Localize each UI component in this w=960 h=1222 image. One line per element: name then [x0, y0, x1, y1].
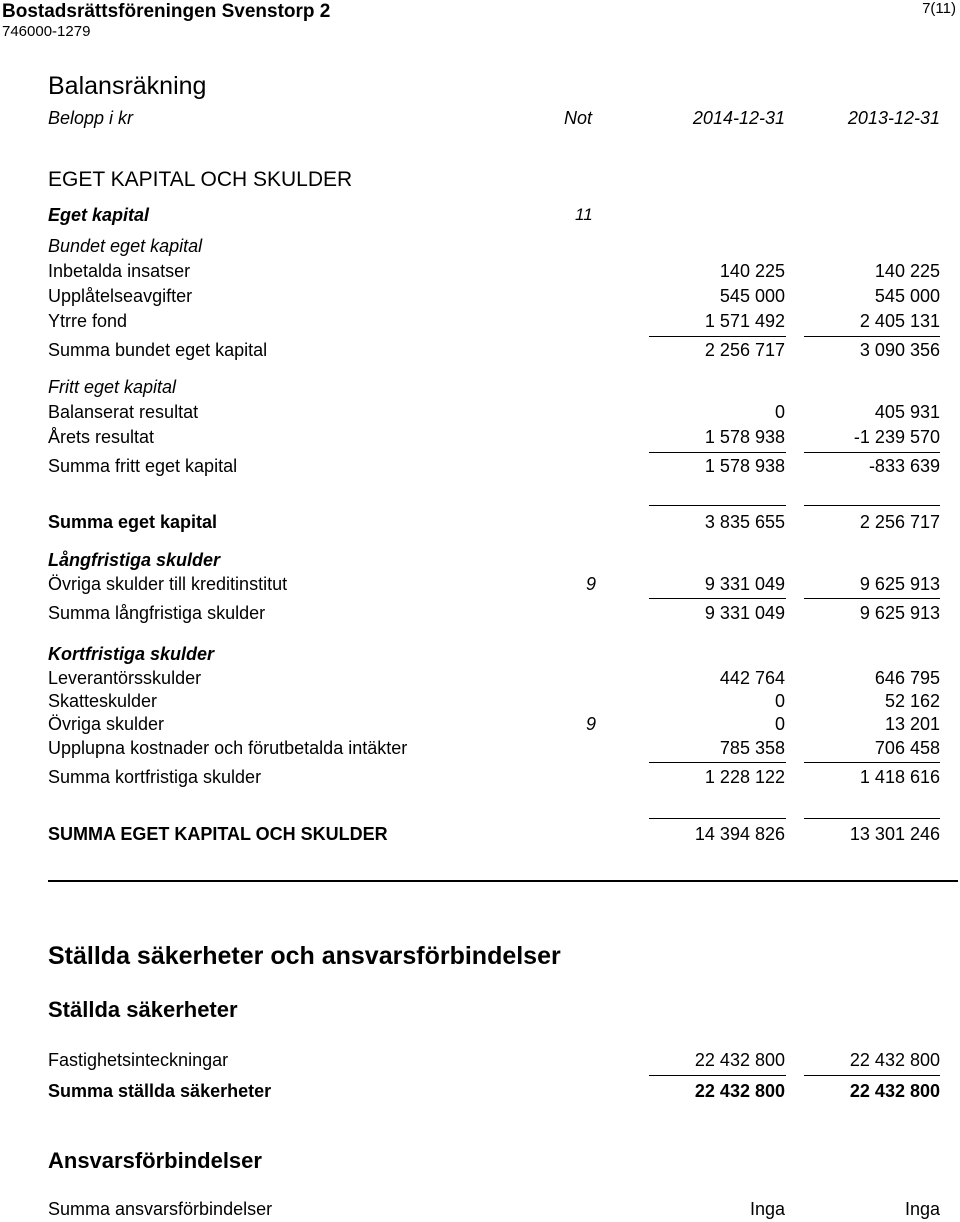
equity-note: 11: [575, 205, 593, 224]
row-label: Årets resultat: [48, 427, 155, 447]
row-value-year1: 3 835 655: [704, 512, 785, 532]
row-value-year1: 22 432 800: [694, 1050, 785, 1070]
contingent-title: Ansvarsförbindelser: [48, 1148, 262, 1173]
table-row: [48, 668, 940, 690]
long-term-heading: [48, 550, 940, 572]
page-number: 7(11): [922, 0, 956, 17]
subtotal-rule: [649, 762, 786, 763]
subtotal-rule: [649, 1075, 786, 1076]
row-value-year2: 405 931: [874, 402, 940, 422]
table-row: [48, 402, 940, 424]
grand-total-rule: [804, 818, 940, 819]
row-value-year2: 9 625 913: [859, 603, 940, 623]
table-row: [48, 1050, 940, 1072]
table-row: [48, 714, 940, 736]
row-label: Upplupna kostnader och förutbetalda intäkter: [48, 738, 408, 758]
row-value-year2: 22 432 800: [849, 1081, 940, 1101]
page-title: Balansräkning: [48, 72, 207, 100]
row-value-year1: 1 228 122: [704, 767, 785, 787]
row-value-year2: 646 795: [874, 668, 940, 688]
row-value-year1: 140 225: [719, 261, 785, 281]
pledged-title: Ställda säkerheter och ansvarsförbindelser: [48, 942, 561, 970]
table-row: [48, 427, 940, 449]
long-term-label: Långfristiga skulder: [48, 550, 221, 570]
subtotal-rule: [804, 452, 940, 453]
row-value-year2: Inga: [904, 1199, 940, 1219]
row-value-year2: 3 090 356: [859, 340, 940, 360]
row-value-year1: 785 358: [719, 738, 785, 758]
subtotal-rule: [649, 598, 786, 599]
row-label: Inbetalda insatser: [48, 261, 191, 281]
row-value-year2: 2 256 717: [859, 512, 940, 532]
row-value-year2: 9 625 913: [859, 574, 940, 594]
column-header-year2: 2013-12-31: [847, 108, 940, 128]
row-value-year2: 22 432 800: [849, 1050, 940, 1070]
row-label: Övriga skulder till kreditinstitut: [48, 574, 288, 594]
row-label: Summa bundet eget kapital: [48, 340, 268, 360]
row-value-year2: -1 239 570: [853, 427, 940, 447]
short-term-heading: [48, 644, 940, 666]
row-note: 9: [586, 714, 597, 734]
row-value-year1: 2 256 717: [704, 340, 785, 360]
row-value-year1: 442 764: [719, 668, 785, 688]
equity-label: Eget kapital: [48, 205, 150, 225]
row-value-year1: 14 394 826: [694, 824, 785, 844]
total-row: [48, 512, 940, 534]
subtotal-rule: [804, 336, 940, 337]
grand-total-rule: [649, 818, 786, 819]
subtotal-rule: [804, 598, 940, 599]
column-header-unit: Belopp i kr: [48, 108, 134, 128]
row-label: Leverantörsskulder: [48, 668, 202, 688]
row-label: Summa ställda säkerheter: [48, 1081, 272, 1101]
row-note: 9: [586, 574, 597, 594]
table-row: [48, 1199, 940, 1221]
securities-title: Ställda säkerheter: [48, 997, 238, 1022]
subtotal-row: [48, 456, 940, 478]
row-label: Upplåtelseavgifter: [48, 286, 193, 306]
subtotal-row: [48, 767, 940, 789]
row-label: Skatteskulder: [48, 691, 158, 711]
row-value-year2: 545 000: [874, 286, 940, 306]
organization-number: 746000-1279: [2, 23, 91, 40]
row-label: Summa långfristiga skulder: [48, 603, 266, 623]
row-value-year1: 0: [774, 691, 785, 711]
row-value-year1: 545 000: [719, 286, 785, 306]
subtotal-row: [48, 603, 940, 625]
table-row: [48, 691, 940, 713]
table-row: [48, 261, 940, 283]
section-divider: [48, 880, 958, 882]
row-value-year2: 140 225: [874, 261, 940, 281]
grand-total-row: [48, 824, 940, 846]
row-value-year1: 1 578 938: [704, 427, 785, 447]
row-value-year1: Inga: [749, 1199, 785, 1219]
subtotal-row: [48, 340, 940, 362]
table-row: [48, 574, 940, 596]
row-label: Fastighetsinteckningar: [48, 1050, 229, 1070]
row-label: SUMMA EGET KAPITAL OCH SKULDER: [48, 824, 388, 844]
row-value-year2: 52 162: [884, 691, 940, 711]
subtotal-rule: [649, 452, 786, 453]
row-label: Balanserat resultat: [48, 402, 199, 422]
unrestricted-equity-heading: [48, 377, 940, 399]
row-label: Summa ansvarsförbindelser: [48, 1199, 273, 1219]
column-header-year1: 2014-12-31: [692, 108, 785, 128]
table-row: [48, 738, 940, 760]
equity-heading: [48, 205, 940, 227]
restricted-equity-heading: [48, 236, 940, 258]
table-row: [48, 311, 940, 333]
row-label: Summa kortfristiga skulder: [48, 767, 262, 787]
row-label: Övriga skulder: [48, 714, 165, 734]
short-term-label: Kortfristiga skulder: [48, 644, 215, 664]
row-label: Summa eget kapital: [48, 512, 218, 532]
total-rule: [804, 505, 940, 506]
row-value-year2: 2 405 131: [859, 311, 940, 331]
row-value-year2: -833 639: [868, 456, 940, 476]
column-header-note: Not: [564, 108, 593, 128]
unrestricted-equity-label: Fritt eget kapital: [48, 377, 177, 397]
total-rule: [649, 505, 786, 506]
row-value-year1: 0: [774, 402, 785, 422]
subtotal-row: [48, 1081, 940, 1103]
row-value-year1: 1 571 492: [704, 311, 785, 331]
row-label: Ytrre fond: [48, 311, 128, 331]
section-title: EGET KAPITAL OCH SKULDER: [48, 168, 353, 191]
row-value-year1: 0: [774, 714, 785, 734]
subtotal-rule: [804, 1075, 940, 1076]
row-value-year2: 13 201: [884, 714, 940, 734]
subtotal-rule: [804, 762, 940, 763]
subtotal-rule: [649, 336, 786, 337]
row-value-year1: 1 578 938: [704, 456, 785, 476]
row-value-year2: 706 458: [874, 738, 940, 758]
row-value-year2: 1 418 616: [859, 767, 940, 787]
row-label: Summa fritt eget kapital: [48, 456, 238, 476]
organization-name: Bostadsrättsföreningen Svenstorp 2: [2, 1, 331, 22]
restricted-equity-label: Bundet eget kapital: [48, 236, 203, 256]
table-row: [48, 286, 940, 308]
row-value-year1: 9 331 049: [704, 574, 785, 594]
row-value-year1: 9 331 049: [704, 603, 785, 623]
row-value-year1: 22 432 800: [694, 1081, 785, 1101]
row-value-year2: 13 301 246: [849, 824, 940, 844]
